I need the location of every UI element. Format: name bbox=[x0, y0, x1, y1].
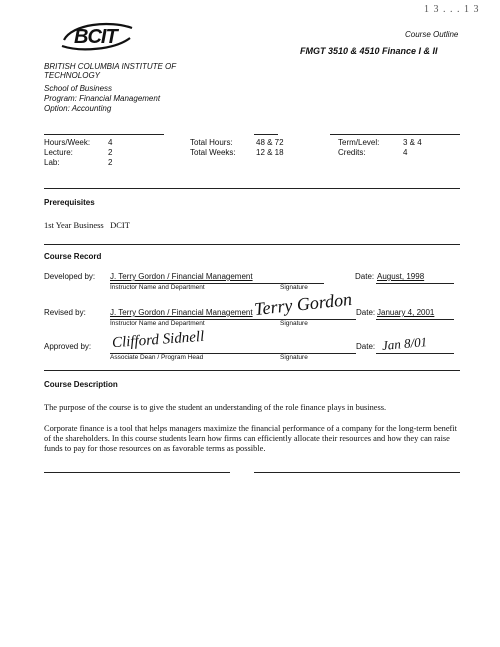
total-weeks-label: Total Weeks: bbox=[190, 148, 236, 157]
developed-date-label: Date: bbox=[355, 272, 375, 281]
prerequisites-heading: Prerequisites bbox=[44, 198, 95, 207]
revised-signature: Terry Gordon bbox=[253, 288, 353, 320]
course-description-para1: The purpose of the course is to give the student an understanding of the role finance plays in business. bbox=[44, 403, 387, 412]
divider bbox=[44, 188, 460, 189]
course-outline-label: Course Outline bbox=[405, 30, 459, 39]
hours-week-label: Hours/Week: bbox=[44, 138, 91, 147]
developed-by-caption: Instructor Name and Department bbox=[110, 284, 205, 291]
term-level-label: Term/Level: bbox=[338, 138, 380, 147]
developed-signature-caption: Signature bbox=[280, 284, 308, 291]
approved-date: Jan 8/01 bbox=[381, 334, 428, 353]
approved-signature: Clifford Sidnell bbox=[111, 328, 205, 352]
prerequisites-text: 1st Year Business DCIT bbox=[44, 220, 130, 230]
term-level-value: 3 & 4 bbox=[403, 138, 422, 147]
developed-date: August, 1998 bbox=[377, 272, 425, 281]
credits-label: Credits: bbox=[338, 148, 366, 157]
approved-signature-caption: Signature bbox=[280, 354, 308, 361]
course-description-heading: Course Description bbox=[44, 380, 118, 389]
bcit-logo bbox=[58, 20, 136, 54]
lab-label: Lab: bbox=[44, 158, 60, 167]
lab-value: 2 bbox=[108, 158, 113, 167]
divider bbox=[44, 244, 460, 245]
lecture-label: Lecture: bbox=[44, 148, 73, 157]
developed-by-label: Developed by: bbox=[44, 272, 96, 281]
course-code: FMGT 3510 & 4510 Finance I & II bbox=[300, 46, 438, 56]
revised-date-label: Date: bbox=[356, 308, 376, 317]
approved-by-caption: Associate Dean / Program Head bbox=[110, 354, 204, 361]
page-stamp: 1 3 . . . 1 3 bbox=[424, 4, 480, 15]
program-name: Program: Financial Management bbox=[44, 94, 161, 103]
revised-signature-caption: Signature bbox=[280, 320, 308, 327]
revised-date: January 4, 2001 bbox=[377, 308, 435, 317]
divider bbox=[254, 472, 460, 473]
credits-value: 4 bbox=[403, 148, 408, 157]
approved-date-label: Date: bbox=[356, 342, 376, 351]
total-hours-label: Total Hours: bbox=[190, 138, 233, 147]
lecture-value: 2 bbox=[108, 148, 113, 157]
developed-by-name: J. Terry Gordon / Financial Management bbox=[110, 272, 253, 281]
total-hours-value: 48 & 72 bbox=[256, 138, 284, 147]
course-record-heading: Course Record bbox=[44, 252, 102, 261]
revised-by-caption: Instructor Name and Department bbox=[110, 320, 205, 327]
divider bbox=[44, 472, 230, 473]
course-description-para2: Corporate finance is a tool that helps managers maximize the financial performance of a company for the long-term benefit of the shareholders. In this course students learn how firms can efficiently allocate their resources and how they can raise funds to pay for those resources on as favorable terms as possible. bbox=[44, 424, 458, 453]
revised-by-label: Revised by: bbox=[44, 308, 86, 317]
total-weeks-value: 12 & 18 bbox=[256, 148, 284, 157]
school-name: School of Business bbox=[44, 84, 113, 93]
approved-by-label: Approved by: bbox=[44, 342, 92, 351]
option-name: Option: Accounting bbox=[44, 104, 112, 113]
institute-name: BRITISH COLUMBIA INSTITUTE OF TECHNOLOGY bbox=[44, 62, 177, 80]
revised-by-name: J. Terry Gordon / Financial Management bbox=[110, 308, 253, 317]
divider bbox=[44, 370, 460, 371]
hours-week-value: 4 bbox=[108, 138, 113, 147]
logo-text: BCIT bbox=[74, 26, 117, 48]
